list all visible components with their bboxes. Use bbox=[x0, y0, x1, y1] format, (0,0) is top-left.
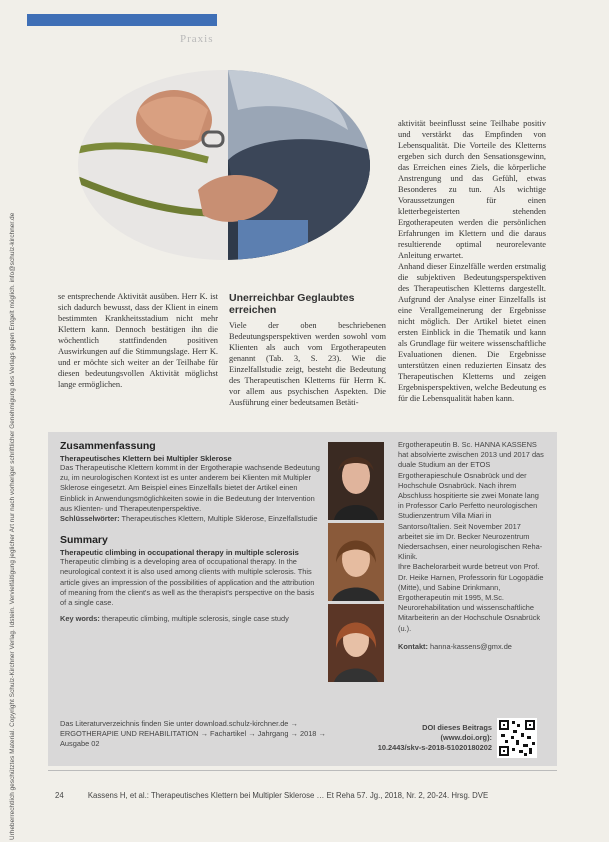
footer-divider bbox=[48, 770, 557, 771]
contact-email[interactable]: hanna-kassens@gmx.de bbox=[430, 641, 512, 651]
schluesselwoerter bbox=[60, 514, 322, 524]
author-portrait-harnen bbox=[328, 523, 384, 601]
zusammenfassung-text: Das Therapeutische Klettern kommt in der Ergotherapie wachsende Bedeutung zu, im neurologischen Kontext ist es unter anderem bei Klienten mit Multipler Sklerose eingesetzt. Am Beispiel eines Einzelfalls bietet der Artikel einen Einblick in Anwendungsmöglichkeiten sowie in die Bedeutung der Intervention aus Klienten- und Therapeutenperspektive. bbox=[60, 463, 320, 513]
author-portrait-drinkmann bbox=[328, 604, 384, 682]
summary-subtitle: Therapeutic climbing in occupational therapy in multiple sclerosis bbox=[60, 548, 299, 558]
header-accent-bar bbox=[27, 14, 217, 26]
column-3-paragraph-1: aktivität beeinflusst seine Teilhabe positiv und verstärkt das Empfinden von Lebensqualität. Die Vorteile des Kletterns ergeben sich durch den Sensationsgewinn, das Erreichen eines Ziels, die körperliche Anstrengung und das Gefühl, etwas Besonderes zu tun. Als wichtige Voraussetzungen für einen kletterbegeisterten stehenden Ergotherapeuten werden die persönlichen Erfahrungen im Klettern und die daraus resultierende optimal neurorelevante Anleitung erwartet. bbox=[398, 119, 546, 260]
keywords-value: therapeutic climbing, multiple sclerosis, single case study bbox=[101, 614, 289, 624]
summary-title: Summary bbox=[60, 534, 108, 547]
qr-code-graphic bbox=[497, 718, 537, 758]
doi-label: DOI dieses Beitrags (www.doi.org): bbox=[422, 723, 492, 743]
citation: Kassens H, et al.: Therapeutisches Klettern bei Multipler Sklerose … Et Reha 57. Jg., 2018, Nr. 2, 20-24. Hrsg. DVE bbox=[87, 791, 489, 800]
column-3 bbox=[398, 118, 546, 404]
column-1 bbox=[58, 291, 218, 390]
page-number: 24 bbox=[55, 791, 64, 800]
portrait-2-illustration bbox=[328, 523, 384, 601]
summary-text: Therapeutic climbing is a developing area of occupational therapy. In the neurological context it is also used among clients with multiple sclerosis. This article gives an impression of the possibilities of application and the attribution of meaning from the client's as well as the therapist's perspective on the basis of a single case. bbox=[60, 557, 315, 608]
doi-value[interactable]: 10.2443/skv-s-2018-51020180202 bbox=[377, 743, 492, 753]
literature-download-note: Das Literaturverzeichnis finden Sie unter download.schulz-kirchner.de → ERGOTHERAPIE UND REHABILITATION → Fachartikel → Jahrgang → 2018 → Ausgabe 02 bbox=[60, 719, 326, 749]
copyright-sidebar-text: Urheberrechtlich geschütztes Material. Copyright Schulz-Kirchner Verlag. Idstein. Vervielfältigung jeglicher Art nur nach vorheriger schriftlicher Genehmigung des Verlags gegen Entgelt möglich. info@schulz-kirchner.de bbox=[9, 212, 16, 840]
page-footer bbox=[55, 791, 565, 800]
column-2 bbox=[229, 292, 386, 408]
portrait-1-illustration bbox=[328, 442, 384, 520]
section-heading: Unerreichbar Geglaubtes erreichen bbox=[229, 292, 355, 316]
portrait-3-illustration bbox=[328, 604, 384, 682]
climbing-photo-illustration bbox=[78, 70, 370, 260]
author-bio: Ergotherapeutin B. Sc. HANNA KASSENS hat absolvierte zwischen 2013 und 2017 das duale Studium an der ETOS Ergotherapieschule Osnabrück und der Hochschule Osnabrück. Nach ihrem Abschluss hospitierte sie zwei Monate lang in Professor Carlo Perfetto neurologischen Studienzentrum Villa Miari in Santorso/Italien. Seit November 2017 arbeitet sie im Dr. Becker Neurozentrum Niedersachsen, einer neurologischen Reha-Klinik. bbox=[398, 440, 544, 562]
author-info bbox=[398, 440, 546, 652]
keywords-label: Key words: bbox=[60, 614, 100, 624]
zusammenfassung-subtitle: Therapeutisches Klettern bei Multipler Sklerose bbox=[60, 454, 232, 463]
summary-left bbox=[60, 440, 322, 624]
climbing-photo bbox=[78, 70, 370, 260]
advisors: Ihre Bachelorarbeit wurde betreut von Prof. Dr. Heike Harnen, Professorin für Logopädie (Mitte), und Sabine Drinkmann, Ergotherapeutin mit 1995, M.Sc. Neurorehabilitation und wissenschaftliche Mitarbeiterin an der Hochschule Osnabrück (u.). bbox=[398, 562, 544, 633]
column-1-text: se entsprechende Aktivität ausüben. Herr K. ist sich dadurch bewusst, dass der Klient in einem bestimmten Krankheitsstadium nicht mehr Klettern kann. Dennoch bestätigen ihn die wöchentlich stattfindenden positiven Auswirkungen auf die Stimmungslage. Herr K. und er möchte sich weiter an der Teilhabe für diesen bedeutungsvollen Aktivität möglichst lange ermöglichen. bbox=[58, 292, 218, 389]
keywords bbox=[60, 614, 322, 624]
contact-label: Kontakt: bbox=[398, 641, 428, 651]
column-2-text: Viele der oben beschriebenen Bedeutungsperspektiven werden sowohl vom Klienten als auch vom Ergotherapeuten genannt (Tab. 3, S. 23). Wie die Einzelfallstudie zeigt, besteht die Bedeutung des Therapeutischen Kletterns für Herrn K. vor allem aus psychischen Aspekten. Die Ausführung einer bedeutsamen Betäti- bbox=[229, 321, 386, 407]
contact bbox=[398, 642, 546, 652]
author-portrait-kassens bbox=[328, 442, 384, 520]
doi-block bbox=[370, 723, 492, 754]
schluesselwoerter-value: Therapeutisches Klettern, Multiple Sklerose, Einzelfallstudie bbox=[121, 514, 318, 524]
qr-code-icon[interactable] bbox=[497, 718, 537, 758]
section-label: Praxis bbox=[180, 33, 214, 45]
column-3-paragraph-2: Anhand dieser Einzelfälle werden erstmalig die subjektiven Bedeutungsperspektiven des Therapeutischen Kletterns dargestellt. Aufgrund der Analyse einer Einzelfalls ist eine Verallgemeinerung der Ergebnisse nicht möglich. Der Artikel bietet einen ersten Einblick in die Thematik und kann als Grundlage für weitere wissenschaftliche Evaluationen dienen. Die Ergebnisse unterstützen einen reduzierten Einsatz des Therapeutischen Kletterns und zeigen Ergebnisperspektiven, welche Bedeutung es für die Lebensqualität haben kann. bbox=[398, 262, 546, 403]
schluesselwoerter-label: Schlüsselwörter: bbox=[60, 514, 120, 524]
copyright-sidebar bbox=[2, 60, 16, 840]
zusammenfassung-title: Zusammenfassung bbox=[60, 440, 156, 452]
